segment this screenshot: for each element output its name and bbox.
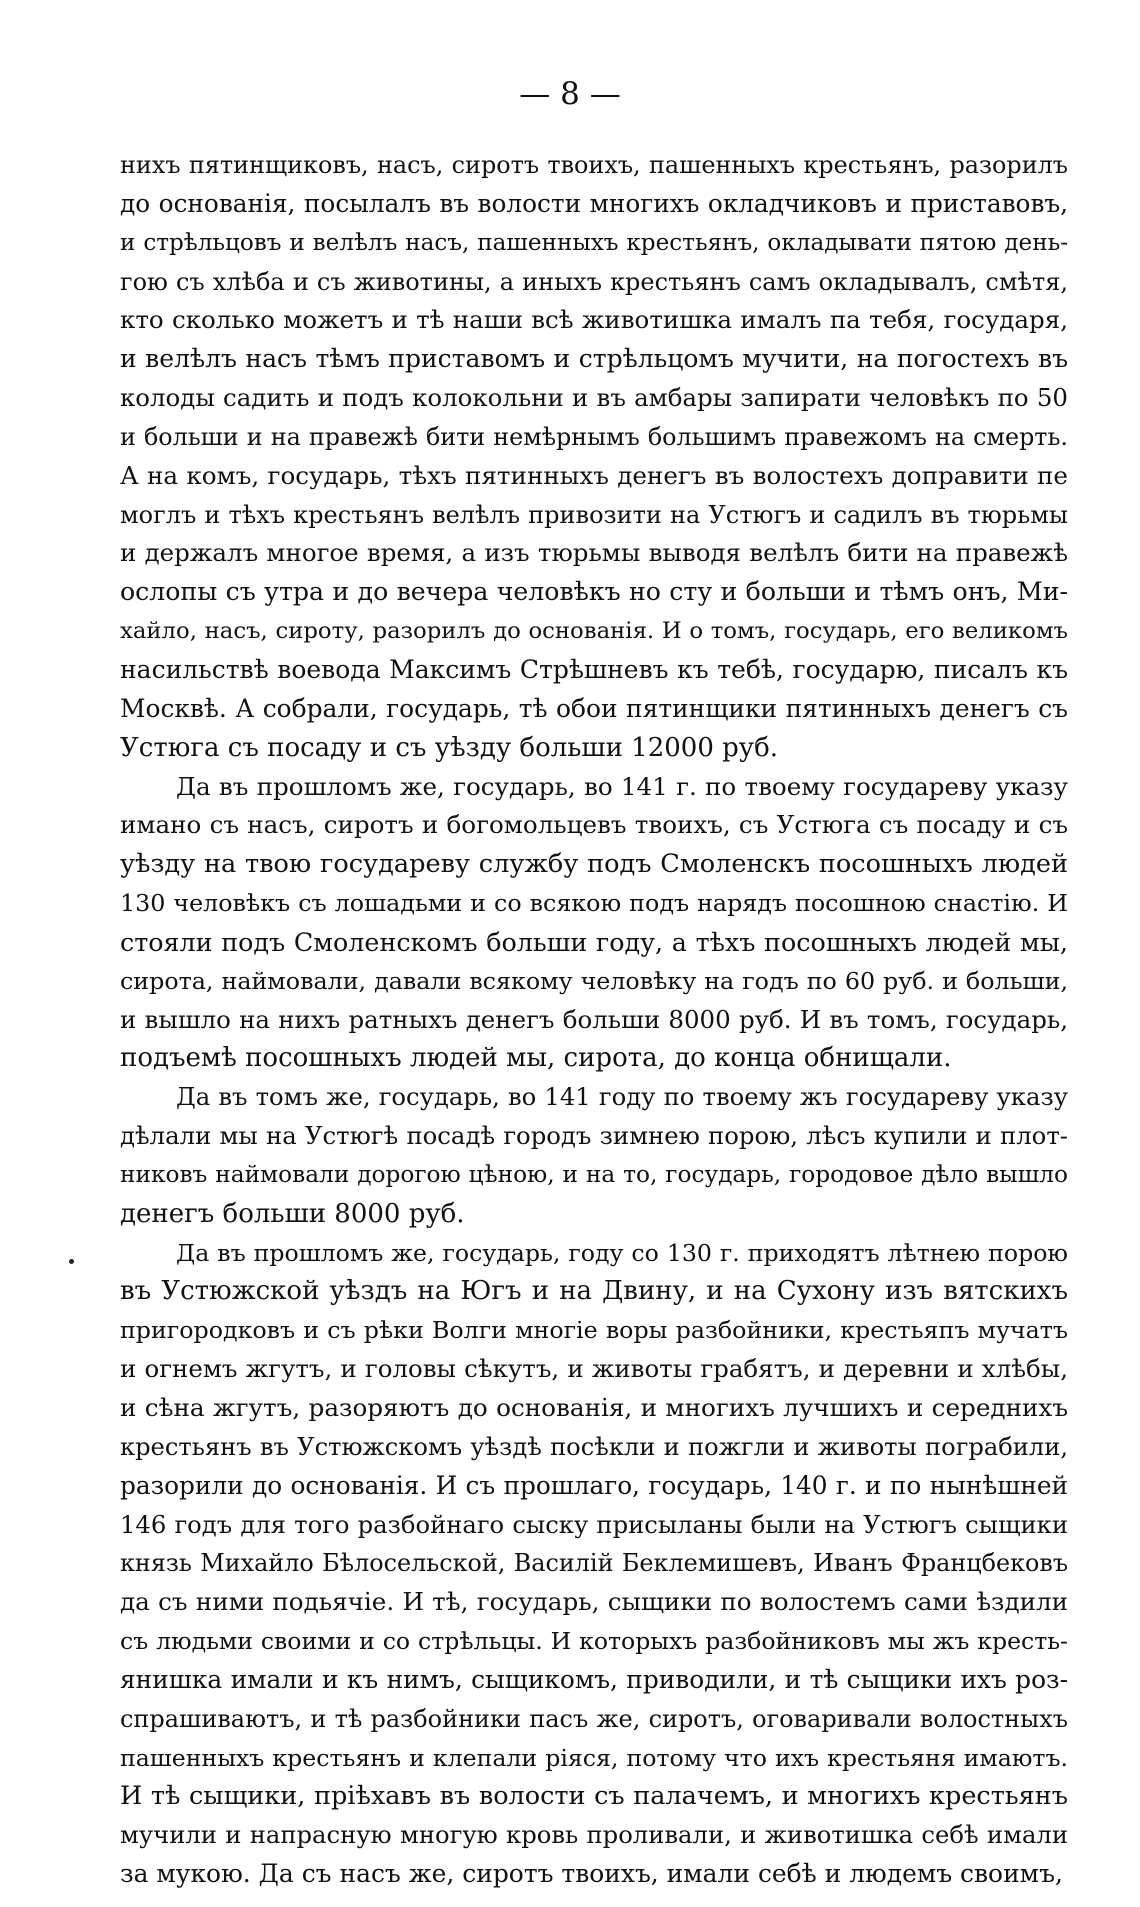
text-line: уѣзду на твою государеву службу подъ Смоленскъ посошныхъ людей	[120, 849, 1068, 880]
text-line: пригородковъ и съ рѣки Волги многіе воры разбойники, крестьяпъ мучатъ	[120, 1316, 1068, 1345]
text-line: дѣлали мы на Устюгѣ посадѣ городъ зимнею порою, лѣсъ купили и плот-	[120, 1121, 1068, 1151]
text-line: моглъ и тѣхъ крестьянъ велѣлъ привозити на Устюгъ и садилъ въ тюрьмы	[120, 500, 1068, 529]
text-line: и сѣна жгутъ, разоряютъ до основанія, и многихъ лучшихъ и середнихъ	[120, 1393, 1068, 1422]
text-line: кто сколько можетъ и тѣ наши всѣ животишка ималъ па тебя, государя,	[120, 305, 1068, 335]
text-line: гою съ хлѣба и съ животины, а иныхъ крестьянъ самъ окладывалъ, смѣтя,	[120, 267, 1068, 296]
text-line: до основанія, посылалъ въ волости многихъ окладчиковъ и приставовъ,	[120, 188, 1068, 218]
text-line: нихъ пятинщиковъ, насъ, сиротъ твоихъ, пашенныхъ крестьянъ, разорилъ	[120, 151, 1068, 179]
text-line: Москвѣ. А собрали, государь, тѣ обои пятинщики пятинныхъ денегъ съ	[120, 693, 1068, 723]
text-line: насильствѣ воевода Максимъ Стрѣшневъ къ тебѣ, государю, писалъ къ	[120, 654, 1068, 684]
text-line: денегъ больши 8000 руб.	[120, 1198, 465, 1229]
text-line: мучили и напрасную многую кровь проливали, и животишка себѣ имали	[120, 1820, 1068, 1850]
text-line: Да въ прошломъ же, государь, году со 130 г. приходятъ лѣтнею порою	[176, 1238, 1068, 1267]
text-line: и вышло на нихъ ратныхъ денегъ больши 8000 руб. И въ томъ, государь,	[120, 1004, 1068, 1034]
text-line: разорили до основанія. И съ прошлаго, государь, 140 г. и по нынѣшней	[120, 1470, 1068, 1500]
text-line: И тѣ сыщики, пріѣхавъ въ волости съ палачемъ, и многихъ крестьянъ	[120, 1781, 1068, 1812]
text-line: и велѣлъ насъ тѣмъ приставомъ и стрѣльцомъ мучити, на погостехъ въ	[120, 344, 1068, 374]
ink-speck	[69, 1259, 74, 1264]
text-line: стояли подъ Смоленскомъ больши году, а тѣхъ посошныхъ людей мы,	[120, 926, 1068, 957]
text-line: и держалъ многое время, а изъ тюрьмы выводя велѣлъ бити на правежѣ	[120, 538, 1068, 568]
text-line: съ людьми своими и со стрѣльцы. И которыхъ разбойниковъ мы жъ кресть-	[120, 1627, 1068, 1656]
text-line: да съ ними подьячіе. И тѣ, государь, сыщики по волостемъ сами ѣздили	[120, 1587, 1068, 1617]
text-line: и больши и на правежѣ бити немѣрнымъ большимъ правежомъ на смерть.	[120, 422, 1068, 451]
text-line: хайло, насъ, сироту, разорилъ до основанія. И о томъ, государь, его великомъ	[120, 618, 1068, 645]
text-line: за мукою. Да съ насъ же, сиротъ твоихъ, имали себѣ и людемъ своимъ,	[120, 1859, 1063, 1889]
text-line: никовъ наймовали дорогою цѣною, и на то, государь, городовое дѣло вышло	[120, 1160, 1068, 1188]
text-line: 130 человѣкъ съ лошадьми и со всякою подъ нарядъ посошною снастію. И	[120, 889, 1068, 918]
text-line: колоды садить и подъ колокольни и въ амбары запирати человѣкъ по 50	[120, 383, 1068, 413]
text-line: 146 годъ для того разбойнаго сыску присыланы были на Устюгъ сыщики	[120, 1509, 1068, 1539]
text-line: князь Михайло Бѣлосельской, Василій Беклемишевъ, Иванъ Францбековъ	[120, 1549, 1068, 1578]
text-line: Да въ прошломъ же, государь, во 141 г. по твоему государеву указу	[176, 771, 1068, 801]
text-line: крестьянъ въ Устюжскомъ уѣздѣ посѣкли и пожгли и животы пограбили,	[120, 1432, 1068, 1461]
text-line: спрашиваютъ, и тѣ разбойники пасъ же, сиротъ, оговаривали волостныхъ	[120, 1704, 1068, 1733]
body-text	[120, 146, 1068, 1894]
text-line: ослопы съ утра и до вечера человѣкъ но сту и больши и тѣмъ онъ, Ми-	[120, 577, 1068, 607]
text-line: Да въ томъ же, государь, во 141 году по твоему жъ государеву указу	[176, 1082, 1068, 1112]
text-line: подъемѣ посошныхъ людей мы, сирота, до конца обнищали.	[120, 1043, 952, 1074]
text-line: пашенныхъ крестьянъ и клепали ріяся, потому что ихъ крестьяня имаютъ.	[120, 1743, 1068, 1772]
text-line: янишка имали и къ нимъ, сыщикомъ, приводили, и тѣ сыщики ихъ роз-	[120, 1664, 1068, 1694]
text-line: Устюга съ посаду и съ уѣзду больши 12000 руб.	[120, 732, 779, 763]
text-line: и огнемъ жгутъ, и головы сѣкутъ, и животы грабятъ, и деревни и хлѣбы,	[120, 1354, 1068, 1384]
text-line: сирота, наймовали, давали всякому человѣку на годъ по 60 руб. и больши,	[120, 966, 1068, 995]
text-line: въ Устюжской уѣздъ на Югъ и на Двину, и на Сухону изъ вятскихъ	[120, 1276, 1068, 1307]
page-number: — 8 —	[519, 76, 621, 112]
text-line: А на комъ, государь, тѣхъ пятинныхъ денегъ въ волостехъ доправити пе	[120, 460, 1068, 490]
text-line: имано съ насъ, сиротъ и богомольцевъ твоихъ, съ Устюга съ посаду и съ	[120, 810, 1068, 840]
text-line: и стрѣльцовъ и велѣлъ насъ, пашенныхъ крестьянъ, окладывати пятою день-	[120, 229, 1068, 256]
